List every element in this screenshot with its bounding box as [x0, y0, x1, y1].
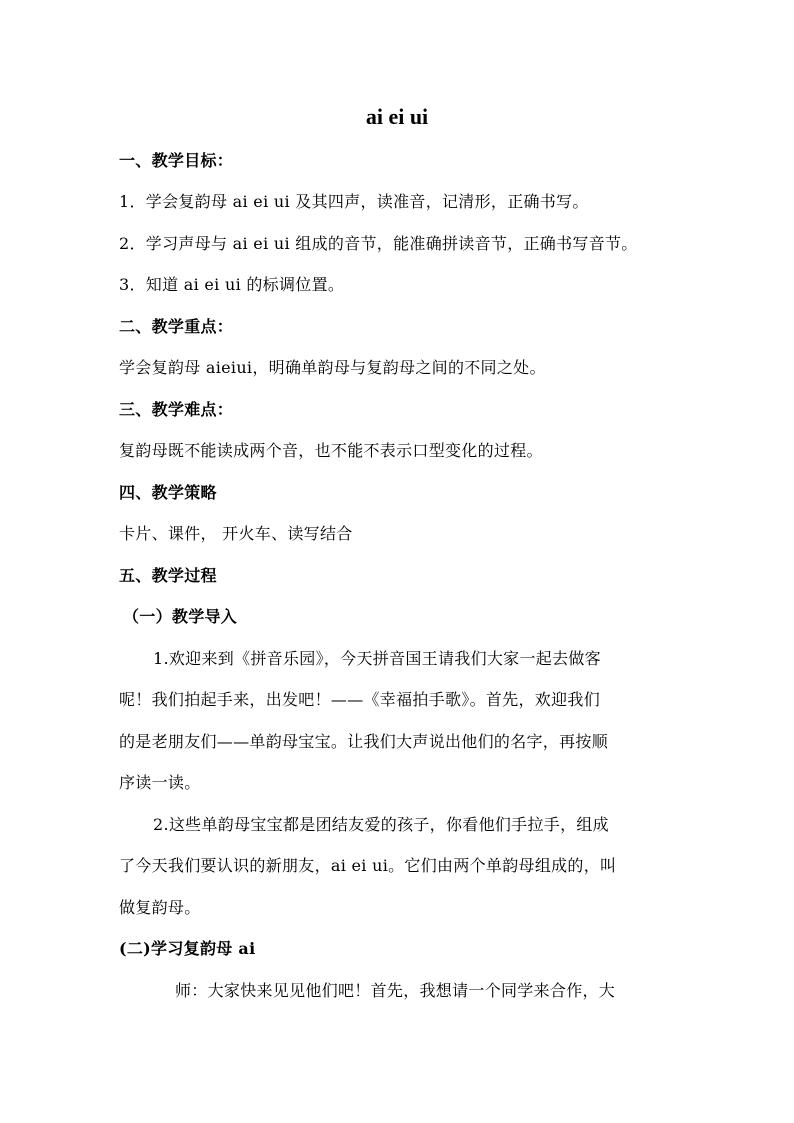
- subheading-learn-ai: (二)学习复韵母 ai: [119, 939, 256, 958]
- paragraph-2-line-3: 做复韵母。: [119, 898, 201, 917]
- heading-process: 五、教学过程: [119, 566, 217, 585]
- paragraph-1-line-4: 序读一读。: [119, 773, 201, 792]
- paragraph-2-line-1: 2.这些单韵母宝宝都是团结友爱的孩子，你看他们手拉手，组成: [153, 815, 609, 834]
- heading-difficulties: 三、教学难点：: [119, 400, 234, 419]
- heading-strategy: 四、教学策略: [119, 483, 217, 502]
- paragraph-3-line-1: 师：大家快来见见他们吧！首先，我想请一个同学来合作，大: [175, 981, 616, 1000]
- heading-key-points: 二、教学重点：: [119, 317, 234, 336]
- goal-item-3: 3．知道 ai ei ui 的标调位置。: [119, 275, 345, 294]
- paragraph-1-line-2: 呢！我们拍起手来，出发吧！——《幸福拍手歌》。首先，欢迎我们: [119, 690, 601, 709]
- goal-item-2: 2．学习声母与 ai ei ui 组成的音节，能准确拼读音节，正确书写音节。: [119, 234, 638, 253]
- key-points-text: 学会复韵母 aieiui，明确单韵母与复韵母之间的不同之处。: [119, 358, 546, 377]
- goal-item-1: 1．学会复韵母 ai ei ui 及其四声，读准音，记清形，正确书写。: [119, 192, 589, 211]
- paragraph-2-line-2: 了今天我们要认识的新朋友，ai ei ui。它们由两个单韵母组成的，叫: [119, 856, 617, 875]
- strategy-text: 卡片、课件， 开火车、读写结合: [119, 524, 353, 543]
- difficulties-text: 复韵母既不能读成两个音，也不能不表示口型变化的过程。: [119, 441, 543, 460]
- heading-teaching-goals: 一、教学目标：: [119, 151, 234, 170]
- document-title: ai ei ui: [365, 104, 429, 129]
- subheading-intro: （一）教学导入: [123, 607, 238, 626]
- paragraph-1-line-1: 1.欢迎来到《拼音乐园》，今天拼音国王请我们大家一起去做客: [153, 649, 601, 668]
- paragraph-1-line-3: 的是老朋友们——单韵母宝宝。让我们大声说出他们的名字，再按顺: [119, 732, 609, 751]
